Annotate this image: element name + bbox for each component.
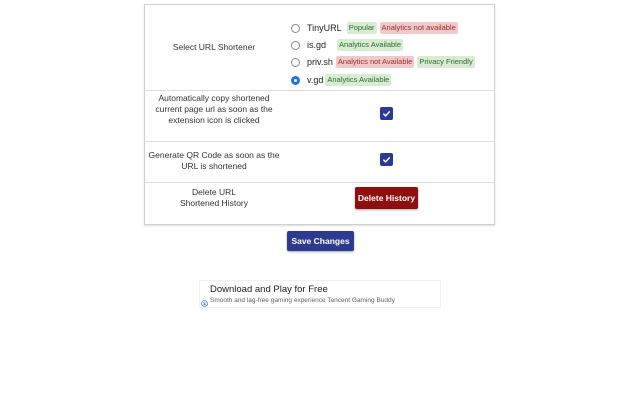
auto-copy-row <box>145 90 494 142</box>
radio-vgd[interactable] <box>291 76 300 85</box>
ad-subtitle: Smooth and lag-free gaming experience Tencent Gaming Buddy <box>210 297 395 304</box>
option-name: v.gd <box>307 75 324 85</box>
delete-history-label: Delete URL Shortened History <box>179 187 249 208</box>
settings-panel <box>144 4 495 225</box>
tag-analytics-available: Analytics Available <box>327 75 390 84</box>
option-name: priv.sh <box>307 57 333 67</box>
shortener-row <box>145 5 494 91</box>
tag-analytics-not-available: Analytics not Available <box>337 57 413 66</box>
close-icon[interactable]: ✕ <box>202 302 208 308</box>
option-privsh[interactable] <box>291 55 478 69</box>
qr-code-row <box>145 141 494 183</box>
check-icon <box>382 109 391 118</box>
auto-copy-checkbox[interactable] <box>380 107 393 120</box>
tag-analytics-available: Analytics Available <box>339 40 401 49</box>
option-isgd[interactable] <box>291 38 406 52</box>
auto-copy-label: Automatically copy shortened current page url as soon as the extension icon is clicked <box>155 93 273 125</box>
save-changes-button[interactable]: Save Changes <box>287 231 354 251</box>
tag-popular: Popular <box>348 23 375 32</box>
tag-privacy-friendly: Privacy Friendly <box>419 57 473 66</box>
shortener-label: Select URL Shortener <box>172 42 256 52</box>
option-name: is.gd <box>307 40 327 50</box>
tag-analytics-not-available: Analytics not available <box>381 23 456 32</box>
qr-code-label: Generate QR Code as soon as the URL is shortened <box>148 150 280 171</box>
option-vgd[interactable] <box>291 73 394 87</box>
delete-history-button[interactable]: Delete History <box>355 187 418 209</box>
delete-history-row <box>145 182 494 224</box>
radio-privsh[interactable] <box>291 58 300 67</box>
option-tinyurl[interactable] <box>291 21 461 35</box>
qr-code-checkbox[interactable] <box>380 153 393 166</box>
ad-title: Download and Play for Free <box>210 284 328 295</box>
radio-tinyurl[interactable] <box>291 24 300 33</box>
option-name: TinyURL <box>307 23 342 33</box>
radio-isgd[interactable] <box>291 41 300 50</box>
ad-banner[interactable] <box>199 280 441 308</box>
check-icon <box>382 155 391 164</box>
